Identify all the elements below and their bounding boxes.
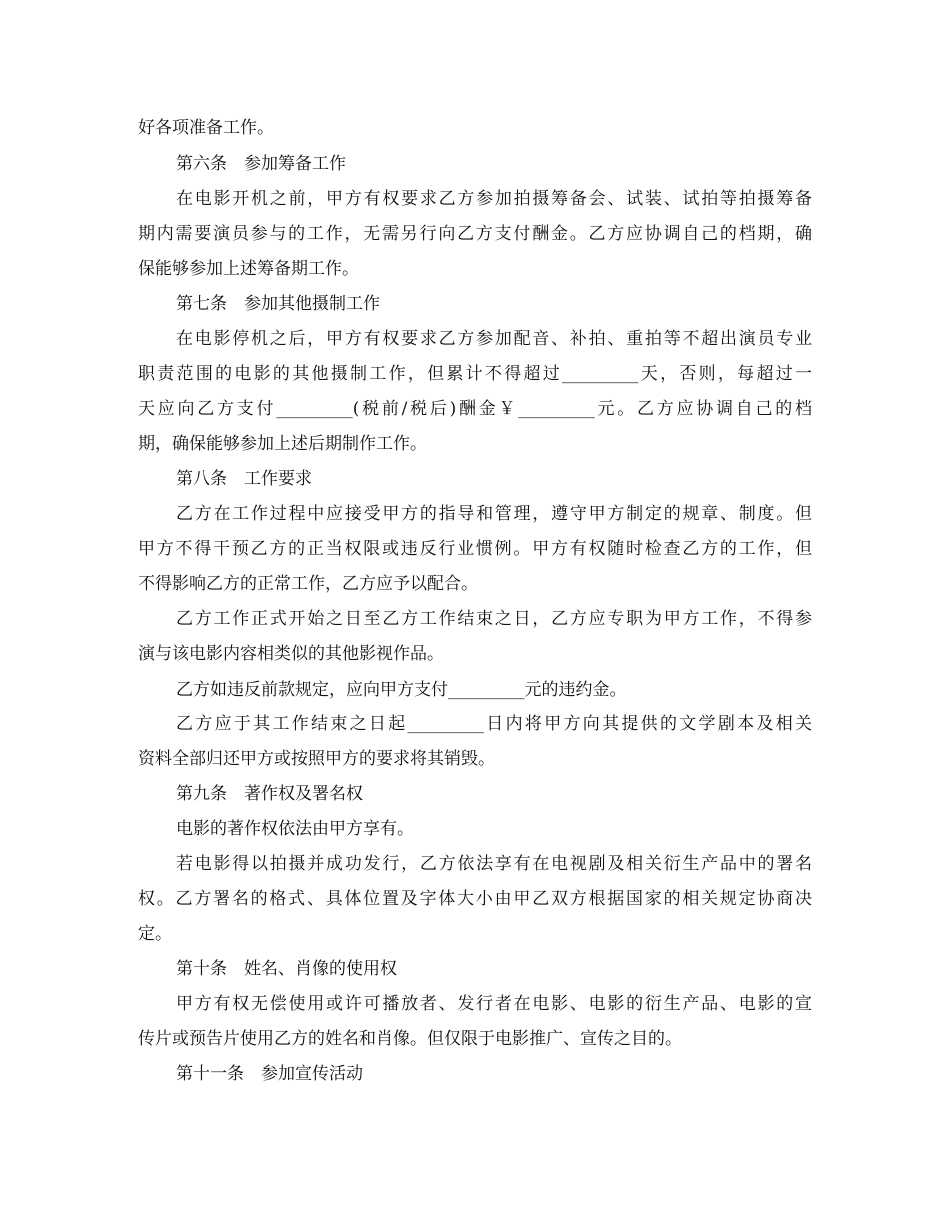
paragraph-line: 权。乙方署名的格式、具体位置及字体大小由甲乙双方根据国家的相关规定协商决 — [138, 889, 812, 909]
paragraph-line: 定。 — [138, 924, 172, 944]
paragraph-line: 乙方应于其工作结束之日起_________日内将甲方向其提供的文学剧本及相关 — [176, 714, 812, 734]
article-heading: 第十一条 参加宣传活动 — [176, 1064, 363, 1084]
paragraph-line: 期，确保能够参加上述后期制作工作。 — [138, 434, 427, 454]
article-heading: 第十条 姓名、肖像的使用权 — [176, 959, 397, 979]
paragraph-line: 天应向乙方支付_________(税前/税后)酬金￥_________元。乙方应协调自己的档 — [138, 399, 812, 419]
paragraph-line: 资料全部归还甲方或按照甲方的要求将其销毁。 — [138, 749, 495, 769]
paragraph-line: 甲方有权无偿使用或许可播放者、发行者在电影、电影的衍生产品、电影的宣 — [176, 994, 812, 1014]
paragraph-line: 在电影开机之前，甲方有权要求乙方参加拍摄筹备会、试装、试拍等拍摄筹备 — [176, 189, 812, 209]
article-heading: 第七条 参加其他摄制工作 — [176, 294, 380, 314]
paragraph-line: 不得影响乙方的正常工作，乙方应予以配合。 — [138, 574, 478, 594]
paragraph-line: 乙方在工作过程中应接受甲方的指导和管理，遵守甲方制定的规章、制度。但 — [176, 504, 812, 524]
paragraph-line: 保能够参加上述筹备期工作。 — [138, 259, 359, 279]
paragraph-line: 演与该电影内容相类似的其他影视作品。 — [138, 644, 444, 664]
paragraph-line: 甲方不得干预乙方的正当权限或违反行业惯例。甲方有权随时检查乙方的工作，但 — [138, 539, 812, 559]
paragraph-line: 在电影停机之后，甲方有权要求乙方参加配音、补拍、重拍等不超出演员专业 — [176, 329, 812, 349]
paragraph-line: 期内需要演员参与的工作，无需另行向乙方支付酬金。乙方应协调自己的档期，确 — [138, 224, 812, 244]
paragraph-line: 乙方工作正式开始之日至乙方工作结束之日，乙方应专职为甲方工作，不得参 — [176, 609, 812, 629]
paragraph-line: 若电影得以拍摄并成功发行，乙方依法享有在电视剧及相关衍生产品中的署名 — [176, 854, 812, 874]
article-heading: 第九条 著作权及署名权 — [176, 784, 363, 804]
paragraph-line: 好各项准备工作。 — [138, 118, 274, 138]
paragraph-line: 电影的著作权依法由甲方享有。 — [176, 819, 414, 839]
article-heading: 第八条 工作要求 — [176, 469, 312, 489]
article-heading: 第六条 参加筹备工作 — [176, 154, 346, 174]
paragraph-line: 职责范围的电影的其他摄制工作，但累计不得超过_________天，否则，每超过一 — [138, 364, 812, 384]
paragraph-line: 乙方如违反前款规定，应向甲方支付_________元的违约金。 — [176, 680, 627, 700]
paragraph-line: 传片或预告片使用乙方的姓名和肖像。但仅限于电影推广、宣传之目的。 — [138, 1029, 682, 1049]
